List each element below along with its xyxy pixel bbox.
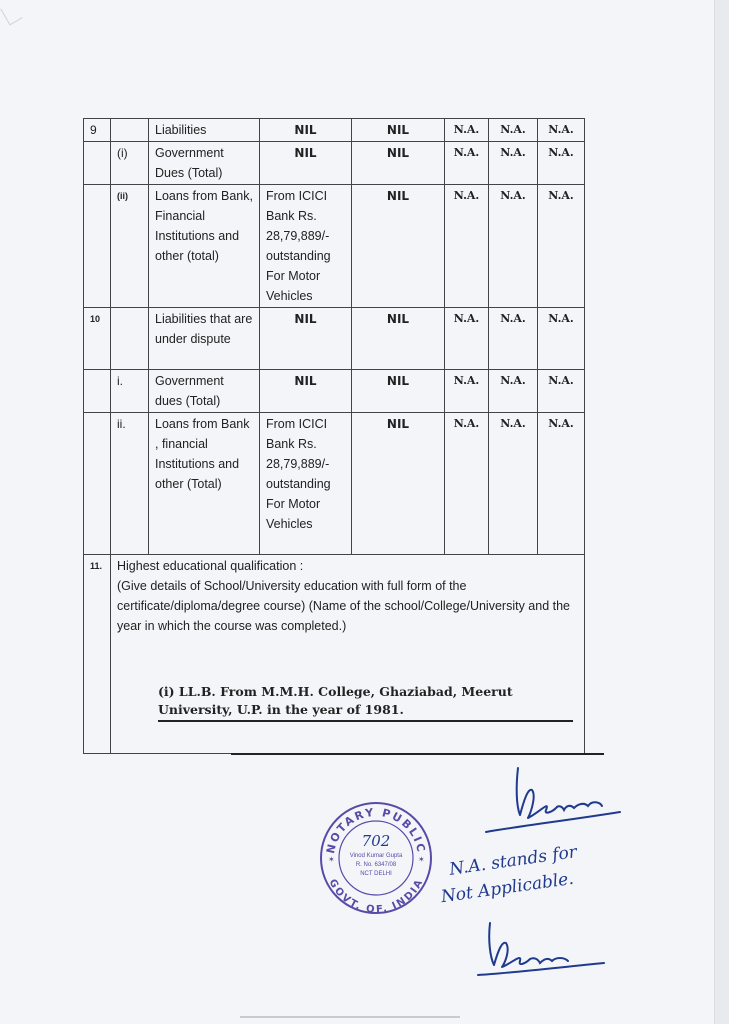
education-row bbox=[84, 555, 585, 754]
stamp-star-left-icon: ✶ bbox=[328, 855, 335, 864]
note-line-1: N.A. stands for bbox=[448, 842, 579, 880]
row-na-2: N.A. bbox=[489, 308, 538, 370]
row-na-1: N.A. bbox=[445, 185, 489, 308]
row-number bbox=[84, 413, 111, 555]
stamp-star-right-icon: ✶ bbox=[418, 855, 425, 864]
row-value-1: From ICICI Bank Rs. 28,79,889/- outstanding For Motor Vehicles bbox=[260, 185, 352, 308]
table-row bbox=[84, 308, 585, 370]
row-na-3: N.A. bbox=[538, 370, 585, 413]
row-sub-number: ii. bbox=[111, 413, 149, 555]
row-na-1: N.A. bbox=[445, 308, 489, 370]
stamp-reg: R. No. 6347/08 bbox=[355, 862, 397, 868]
handwritten-note bbox=[439, 842, 582, 908]
table-row bbox=[84, 185, 585, 308]
row-na-2: N.A. bbox=[489, 119, 538, 142]
notary-stamp bbox=[318, 800, 434, 916]
row-number bbox=[84, 370, 111, 413]
liabilities-table bbox=[83, 118, 585, 754]
education-cell bbox=[111, 555, 585, 754]
education-note: (Give details of School/University education with full form of the certificate/diploma/degree course) (Name of the school/College/University and the year in which the course was completed.) bbox=[117, 579, 571, 633]
row-na-2: N.A. bbox=[489, 185, 538, 308]
row-na-3: N.A. bbox=[538, 185, 585, 308]
table-row bbox=[84, 413, 585, 555]
row-value-2: NIL bbox=[352, 185, 445, 308]
row-number bbox=[84, 185, 111, 308]
row-value-1: NIL bbox=[260, 370, 352, 413]
row-na-3: N.A. bbox=[538, 308, 585, 370]
note-line-2: Not Applicable. bbox=[439, 868, 575, 908]
education-title: Highest educational qualification : bbox=[117, 559, 304, 573]
row-value-2: NIL bbox=[352, 119, 445, 142]
row-na-3: N.A. bbox=[538, 142, 585, 185]
row-value-2: NIL bbox=[352, 142, 445, 185]
row-value-1: NIL bbox=[260, 308, 352, 370]
stamp-top-text: NOTARY PUBLIC bbox=[324, 805, 428, 855]
row-label: Liabilities bbox=[149, 119, 260, 142]
row-na-2: N.A. bbox=[489, 413, 538, 555]
stamp-bottom-text: GOVT. OF. INDIA bbox=[326, 877, 426, 916]
row-value-1: NIL bbox=[260, 119, 352, 142]
row-na-1: N.A. bbox=[445, 413, 489, 555]
row-value-2: NIL bbox=[352, 370, 445, 413]
row-na-3: N.A. bbox=[538, 119, 585, 142]
row-sub-number: (i) bbox=[111, 142, 149, 185]
row-value-1: NIL bbox=[260, 142, 352, 185]
row-label: Government dues (Total) bbox=[149, 370, 260, 413]
row-number: 11. bbox=[84, 555, 111, 754]
signature-bottom bbox=[472, 915, 612, 985]
page-corner-fold bbox=[0, 2, 22, 26]
row-na-2: N.A. bbox=[489, 142, 538, 185]
row-label: Liabilities that are under dispute bbox=[149, 308, 260, 370]
page-bottom-edge bbox=[240, 1016, 460, 1018]
stamp-number: 702 bbox=[361, 832, 391, 850]
row-number: 9 bbox=[84, 119, 111, 142]
signature-top bbox=[480, 760, 630, 850]
table-row bbox=[84, 142, 585, 185]
row-label: Government Dues (Total) bbox=[149, 142, 260, 185]
row-na-1: N.A. bbox=[445, 142, 489, 185]
row-number: 10 bbox=[84, 308, 111, 370]
row-na-1: N.A. bbox=[445, 119, 489, 142]
row-sub-number bbox=[111, 308, 149, 370]
table-row bbox=[84, 119, 585, 142]
stamp-place: NCT DELHI bbox=[360, 871, 392, 877]
signature-line bbox=[231, 753, 604, 755]
row-value-2: NIL bbox=[352, 308, 445, 370]
row-label: Loans from Bank , financial Institutions and other (Total) bbox=[149, 413, 260, 555]
row-number bbox=[84, 142, 111, 185]
row-na-1: N.A. bbox=[445, 370, 489, 413]
row-value-2: NIL bbox=[352, 413, 445, 555]
row-sub-number: i. bbox=[111, 370, 149, 413]
row-na-3: N.A. bbox=[538, 413, 585, 555]
row-na-2: N.A. bbox=[489, 370, 538, 413]
stamp-name: Vinod Kumar Gupta bbox=[349, 853, 403, 859]
education-answer: (i) LL.B. From M.M.H. College, Ghaziabad, Meerut University, U.P. in the year of 1981. bbox=[158, 683, 573, 722]
row-sub-number bbox=[111, 119, 149, 142]
row-label: Loans from Bank, Financial Institutions and other (total) bbox=[149, 185, 260, 308]
row-value-1: From ICICI Bank Rs. 28,79,889/- outstanding For Motor Vehicles bbox=[260, 413, 352, 555]
page-edge bbox=[714, 0, 729, 1024]
row-sub-number: (ii) bbox=[111, 185, 149, 308]
table-row bbox=[84, 370, 585, 413]
